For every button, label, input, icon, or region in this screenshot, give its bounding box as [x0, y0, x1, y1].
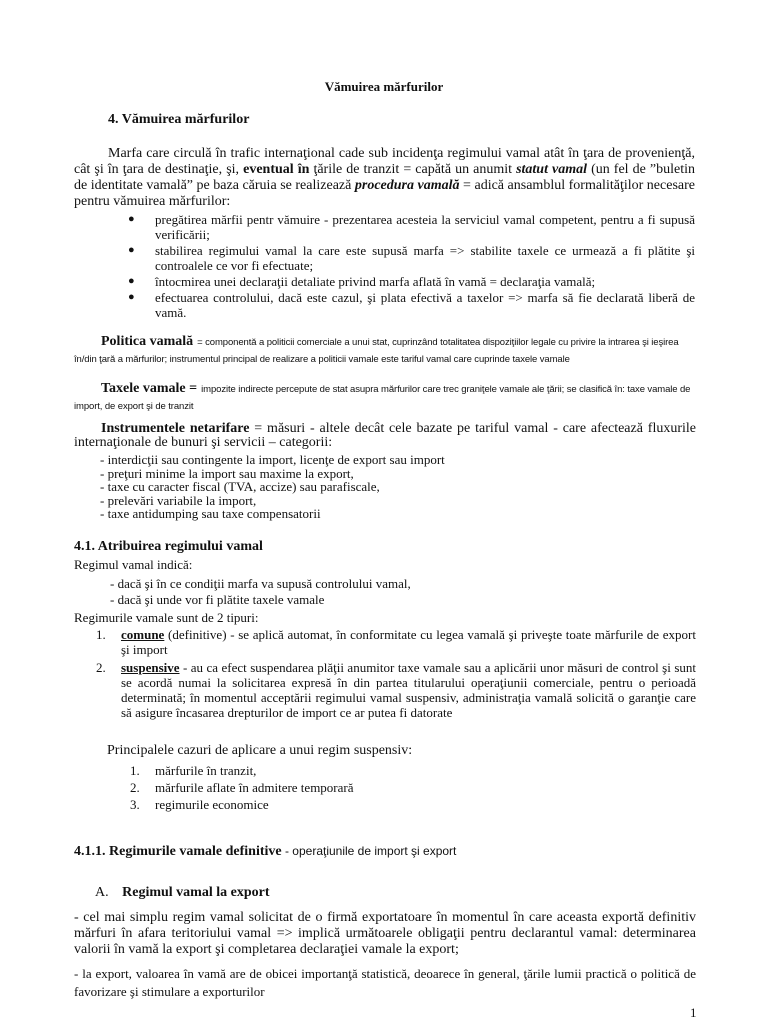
list-item: - taxe antidumping sau taxe compensatorii	[100, 506, 321, 521]
regim-lead: Regimul vamal indică:	[74, 557, 193, 572]
section-4-1-1-title: 4.1.1. Regimurile vamale definitive	[74, 844, 282, 859]
bullet-icon: ●	[128, 291, 135, 303]
intro-text-2: ţările de tranzit = capătă un anumit	[309, 162, 517, 177]
section-4-1-1-subtitle: - operaţiunile de import şi export	[281, 844, 457, 858]
section-a-heading	[95, 885, 270, 901]
intro-procedura-vamala: procedura vamală	[354, 178, 460, 193]
list-item: 1. mărfurile în tranzit,	[130, 763, 257, 778]
list-item: 3. regimurile economice	[130, 797, 269, 812]
section-4-heading: 4. Vămuirea mărfurilor	[108, 112, 250, 127]
intro-text-3: (un fel de ”buletin de identitate vamală” pe baza căruia se realizează	[74, 162, 695, 193]
list-item: 2. mărfurile aflate în admitere temporară	[130, 780, 354, 795]
bullet-icon: ●	[128, 213, 135, 225]
section-4-1-1-heading	[74, 842, 456, 860]
section-a-title: Regimul vamal la export	[122, 885, 270, 900]
list-number: 1.	[96, 627, 106, 642]
intro-bold-eventual: eventual în	[243, 162, 310, 177]
section-a-paragraph-2: - la export, valoarea în vamă are de obicei importanţă statistică, deoarece în general, ţările lumii practică o politică de favorizare şi stimulare a exporturilor	[74, 966, 696, 999]
list-item: ● efectuarea controlului, dacă este cazul, şi plata efectivă a taxelor => marfa să fie declarată liberă de vamă.	[128, 290, 695, 320]
instrumente-label: Instrumentele netarifare	[101, 421, 250, 436]
instrumente-paragraph	[74, 422, 696, 450]
list-item: - taxe cu caracter fiscal (TVA, accize) sau parafiscale,	[100, 479, 380, 494]
list-number: 2.	[96, 660, 106, 675]
types-list	[96, 627, 696, 720]
bullet-icon: ●	[128, 275, 135, 287]
list-item: - prelevări variabile la import,	[100, 492, 257, 508]
section-a-paragraph-1: - cel mai simplu regim vamal solicitat de o firmă exportatoare în momentul în care aceasta exportă definitiv mărfuri în afara teritoriului vamal => implică următoarele obligaţii pentru declarantul vamal: determinarea valorii în vamă la export şi completarea declaraţiei vamale la export;	[74, 910, 696, 957]
politica-vamala-paragraph	[74, 333, 696, 367]
section-4-1-heading: 4.1. Atribuirea regimului vamal	[74, 539, 263, 554]
suspensiv-cases-list	[130, 762, 555, 813]
taxele-text: impozite indirecte percepute de stat asupra mărfurilor care trec graniţele vamale ale ţării; se clasifică în: taxe vamale de import, de export şi de tranzit	[74, 384, 691, 412]
list-item: - dacă şi în ce condiţii marfa va supusă controlului vamal,	[110, 576, 411, 591]
suspensiv-lead: Principalele cazuri de aplicare a unui regim suspensiv:	[107, 743, 413, 758]
politica-label: Politica vamală	[101, 334, 194, 349]
list-item: 2. suspensive - au ca efect suspendarea plăţii anumitor taxe vamale sau a aplicării unor măsuri de control şi sunt se acordă numai la solicitarea expresă în din partea titularului operaţiunii comerciale, pentru o perioadă determinată; în momentul acceptării regimului vamal suspensiv, administraţia vamală solicită o garanţie care să asigure încasarea drepturilor de import ce ar putea fi datorate	[96, 660, 696, 720]
types-lead: Regimurile vamale sunt de 2 tipuri:	[74, 610, 259, 625]
type-term-comune: comune	[121, 627, 165, 642]
list-item: 1. comune (definitive) - se aplică automat, în conformitate cu legea vamală şi priveşte toate mărfurile de export şi import	[96, 627, 696, 657]
list-item: ● pregătirea mărfii pentr vămuire - prezentarea acesteia la serviciul vamal competent, pentru a fi supusă verificării;	[128, 212, 695, 242]
document-title: Vămuirea mărfurilor	[324, 79, 444, 94]
instrumente-text: = măsuri - altele decât cele bazate pe tariful vamal - care afectează fluxurile internaţionale de bunuri şi servicii – categorii:	[74, 421, 696, 450]
type-term-suspensive: suspensive	[121, 660, 180, 675]
list-item: ● stabilirea regimului vamal la care este supusă marfa => stabilite taxele ce urmează a fi plătite şi controalele ce vor fi efectuate;	[128, 243, 695, 273]
bullet-icon: ●	[128, 244, 135, 256]
taxele-vamale-paragraph	[74, 380, 696, 414]
list-item: ● întocmirea unei declaraţii detaliate privind marfa aflată în vamă = declaraţia vamală;	[128, 274, 596, 289]
instrumente-list	[100, 453, 660, 521]
intro-text-4: = adică ansamblul formalităţilor necesare pentru vămuirea mărfurilor:	[74, 178, 695, 209]
section-a-letter: A.	[95, 885, 109, 900]
list-item: - dacă şi unde vor fi plătite taxele vamale	[110, 592, 325, 607]
list-item: - interdicţii sau contingente la import, licenţe de export sau import	[100, 452, 445, 467]
taxele-label: Taxele vamale =	[101, 381, 198, 396]
intro-bullet-list	[128, 212, 695, 321]
page-number: 1	[690, 1005, 697, 1020]
intro-paragraph	[74, 146, 695, 210]
intro-text-1: Marfa care circulă în trafic internaţional cade sub incidenţa regimului vamal atât în ţara de provenienţă, cât şi în ţara de destinaţie, şi,	[74, 146, 695, 177]
intro-statut-vamal: statut vamal	[516, 162, 588, 177]
politica-text: = componentă a politicii comerciale a unui stat, cuprinzând totalitatea dispoziţiilor legale cu privire la intrarea şi ieşirea în/din ţară a mărfurilor; instrumentul principal de realizare a politicii vamale este tariful vamal care cuprinde taxele vamale	[74, 337, 679, 365]
regim-dash-list	[110, 576, 670, 608]
list-item: - preţuri minime la import sau maxime la export,	[100, 465, 354, 481]
